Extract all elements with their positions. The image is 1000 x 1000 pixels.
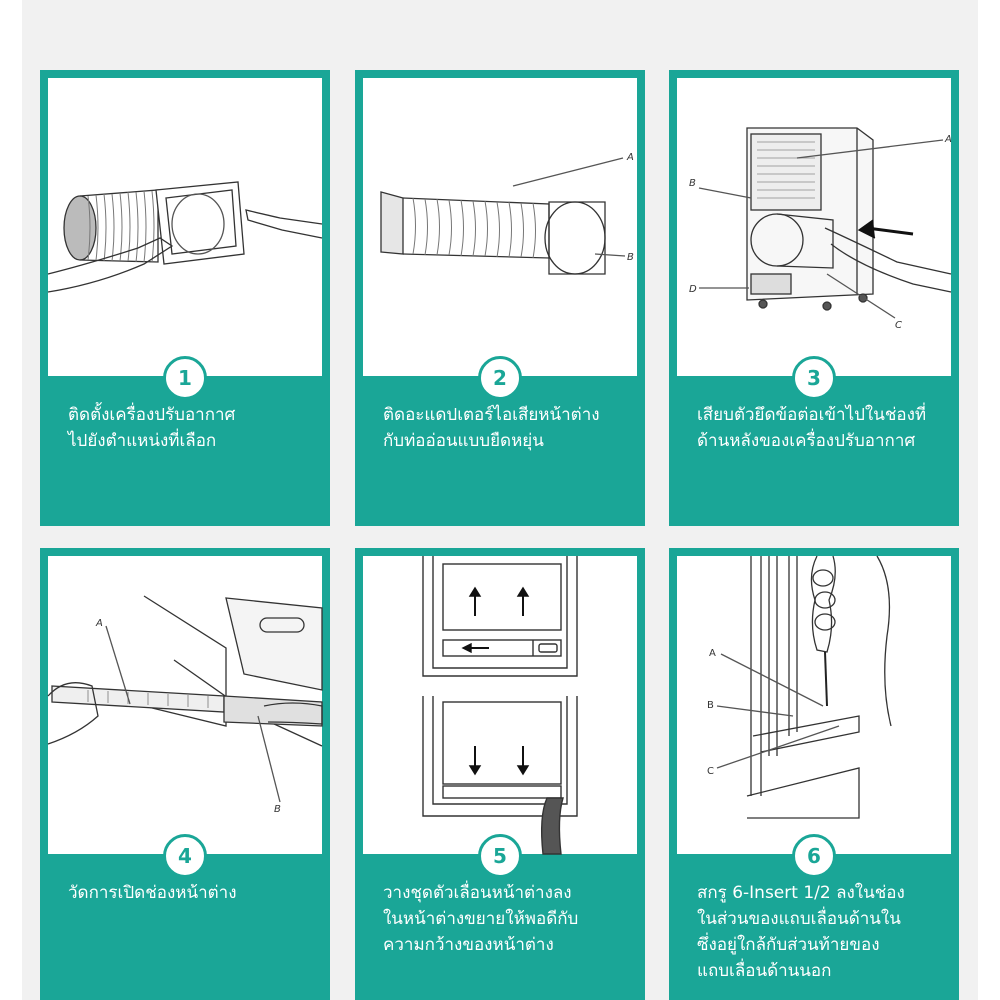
step-caption-4 [68, 880, 320, 906]
callout-label: B [707, 700, 714, 711]
step-4-illustration [48, 556, 322, 854]
step-card-5 [355, 548, 645, 1000]
callout-label: A [627, 152, 634, 163]
step-number-badge-2: 2 [478, 356, 522, 400]
caption-line: ติดตั้งเครื่องปรับอากาศ [68, 405, 236, 425]
callout-label: C [895, 320, 902, 331]
step-1-illustration [48, 78, 322, 376]
step-caption-5 [383, 880, 635, 958]
callout-label: C [707, 766, 714, 777]
caption-line: แถบเลื่อนด้านนอก [697, 961, 832, 981]
caption-line: ซึ่งอยู่ใกล้กับส่วนท้ายของ [697, 935, 880, 955]
step-card-1 [40, 70, 330, 526]
step-number-badge-1: 1 [163, 356, 207, 400]
step-card-4 [40, 548, 330, 1000]
callout-label: D [689, 284, 697, 295]
caption-line: ด้านหลังของเครื่องปรับอากาศ [697, 431, 916, 451]
step-card-3 [669, 70, 959, 526]
caption-line: ความกว้างของหน้าต่าง [383, 935, 554, 955]
callout-label: A [945, 134, 952, 145]
step-caption-2 [383, 402, 635, 454]
step-card-2 [355, 70, 645, 526]
callout-label: A [96, 618, 103, 629]
instruction-page [22, 0, 978, 1000]
caption-line: ไปยังตำแหน่งที่เลือก [68, 431, 217, 451]
step-card-6 [669, 548, 959, 1000]
callout-label: B [274, 804, 281, 815]
step-caption-3 [697, 402, 949, 454]
step-number-badge-5: 5 [478, 834, 522, 878]
step-3-illustration [677, 78, 951, 376]
caption-line: เสียบตัวยึดข้อต่อเข้าไปในช่องที่ [697, 405, 927, 425]
callout-label: A [709, 648, 716, 659]
step-number-badge-4: 4 [163, 834, 207, 878]
callout-label: B [689, 178, 696, 189]
caption-line: วัดการเปิดช่องหน้าต่าง [68, 883, 237, 903]
caption-line: สกรู 6-Insert 1/2 ลงในช่อง [697, 883, 905, 903]
step-number-badge-6: 6 [792, 834, 836, 878]
step-number-badge-3: 3 [792, 356, 836, 400]
callout-label: B [627, 252, 634, 263]
caption-line: กับท่ออ่อนแบบยืดหยุ่น [383, 431, 544, 451]
caption-line: ติดอะแดปเตอร์ไอเสียหน้าต่าง [383, 405, 600, 425]
caption-line: ในหน้าต่างขยายให้พอดีกับ [383, 909, 579, 929]
step-caption-1 [68, 402, 320, 454]
caption-line: ในส่วนของแถบเลื่อนด้านใน [697, 909, 901, 929]
step-6-illustration [677, 556, 951, 854]
step-5-illustration [363, 556, 637, 854]
caption-line: วางชุดตัวเลื่อนหน้าต่างลง [383, 883, 572, 903]
step-2-illustration [363, 78, 637, 376]
step-caption-6 [697, 880, 949, 984]
